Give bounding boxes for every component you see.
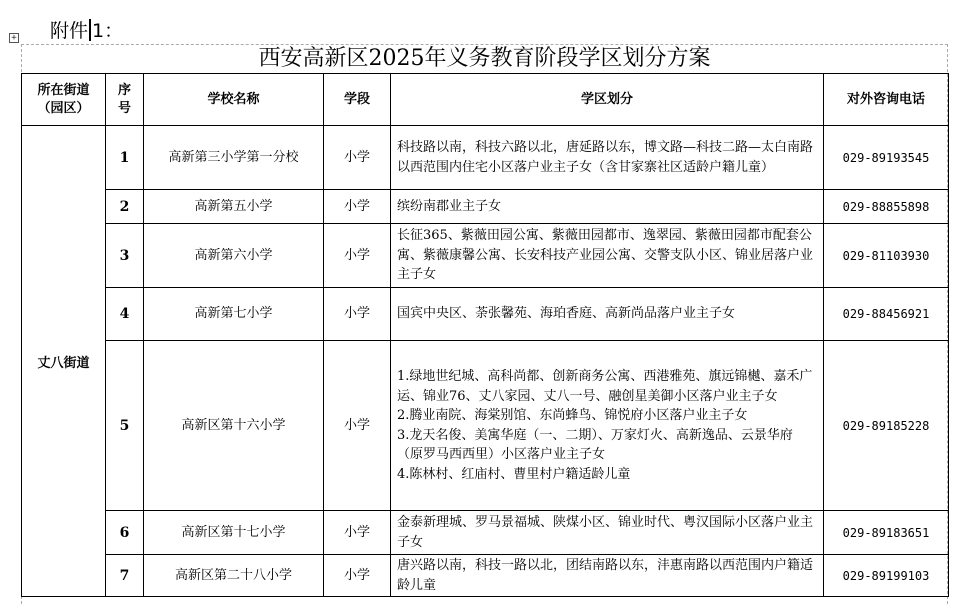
attachment-number: 1：	[92, 20, 124, 42]
phone-cell: 029-89193545	[824, 126, 949, 190]
stage-cell: 小学	[324, 224, 391, 288]
phone-cell: 029-89185228	[824, 341, 949, 511]
header-seq	[106, 74, 144, 126]
table-move-handle-icon[interactable]: +	[9, 33, 19, 43]
header-seq-text: 序号	[117, 82, 131, 116]
seq-cell: 7	[106, 555, 144, 597]
phone-cell: 029-89183651	[824, 511, 949, 555]
school-cell: 高新区第十七小学	[144, 511, 324, 555]
district-line: 缤纷南郡业主子女	[397, 198, 502, 214]
school-cell: 高新第五小学	[144, 190, 324, 224]
seq-cell: 4	[106, 288, 144, 341]
table-row	[22, 224, 949, 288]
district-line: 4.陈林村、红庙村、曹里村户籍适龄儿童	[397, 466, 631, 482]
district-cell	[391, 126, 824, 190]
header-stage: 学段	[324, 74, 391, 126]
phone-cell: 029-88456921	[824, 288, 949, 341]
header-street-text: 所在街道（园区）	[37, 82, 90, 116]
school-cell: 高新第三小学第一分校	[144, 126, 324, 190]
stage-cell: 小学	[324, 511, 391, 555]
district-cell	[391, 511, 824, 555]
header-school: 学校名称	[144, 74, 324, 126]
seq-cell: 3	[106, 224, 144, 288]
district-cell	[391, 341, 824, 511]
table-row	[22, 190, 949, 224]
stage-cell: 小学	[324, 288, 391, 341]
stage-cell: 小学	[324, 341, 391, 511]
district-line: 金泰新理城、罗马景福城、陕煤小区、锦业时代、粤汉国际小区落户业主子女	[397, 515, 814, 550]
stage-cell: 小学	[324, 555, 391, 597]
district-line: 科技路以南，科技六路以北，唐延路以东，博文路—科技二路—太白南路以西范围内住宅小区落户业主子女（含甘家寨社区适龄户籍儿童）	[397, 140, 814, 175]
school-cell: 高新区第十六小学	[144, 341, 324, 511]
stage-cell: 小学	[324, 190, 391, 224]
district-line: 国宾中央区、荼张馨苑、海珀香庭、高新尚品落户业主子女	[397, 306, 736, 322]
district-line: 2.腾业南院、海棠别馆、东尚蜂鸟、锦悦府小区落户业主子女	[397, 408, 748, 423]
header-phone: 对外咨询电话	[824, 74, 949, 126]
seq-cell: 1	[106, 126, 144, 190]
table-header-row	[22, 74, 949, 126]
phone-cell: 029-81103930	[824, 224, 949, 288]
document-title: 西安高新区2025年义务教育阶段学区划分方案	[258, 46, 711, 71]
district-line: 长征365、紫薇田园公寓、紫薇田园都市、逸翠园、紫薇田园都市配套公寓、紫薇康馨公寓、长安科技产业园公寓、交警支队小区、锦业居落户业主子女	[397, 228, 814, 283]
text-cursor	[89, 19, 91, 41]
stage-cell: 小学	[324, 126, 391, 190]
school-cell: 高新第六小学	[144, 224, 324, 288]
district-line: 1.绿地世纪城、高科尚都、创新商务公寓、西港雅苑、旗远锦樾、嘉禾广运、锦业76、丈八家园、丈八一号、融创星美御小区落户业主子女	[397, 369, 813, 404]
district-line: 3.龙天名俊、美寓华庭（一、二期）、万家灯火、高新逸品、云景华府（原罗马西西里）小区落户业主子女	[397, 427, 793, 462]
seq-cell: 2	[106, 190, 144, 224]
attachment-label	[50, 19, 123, 43]
attachment-label-text: 附件	[50, 20, 89, 42]
header-street	[22, 74, 106, 126]
district-cell	[391, 288, 824, 341]
seq-cell: 6	[106, 511, 144, 555]
school-cell: 高新区第二十八小学	[144, 555, 324, 597]
district-cell	[391, 224, 824, 288]
table-row	[22, 126, 949, 190]
header-district: 学区划分	[391, 74, 824, 126]
district-line: 唐兴路以南，科技一路以北，团结南路以东，沣惠南路以西范围内户籍适龄儿童	[397, 558, 814, 593]
district-cell	[391, 555, 824, 597]
table-row	[22, 511, 949, 555]
table-row	[22, 341, 949, 511]
phone-cell: 029-89199103	[824, 555, 949, 597]
school-cell: 高新第七小学	[144, 288, 324, 341]
table-row	[22, 288, 949, 341]
school-district-table	[21, 73, 949, 597]
street-cell: 丈八街道	[22, 126, 106, 597]
district-cell	[391, 190, 824, 224]
seq-cell: 5	[106, 341, 144, 511]
phone-cell: 029-88855898	[824, 190, 949, 224]
table-row	[22, 555, 949, 597]
